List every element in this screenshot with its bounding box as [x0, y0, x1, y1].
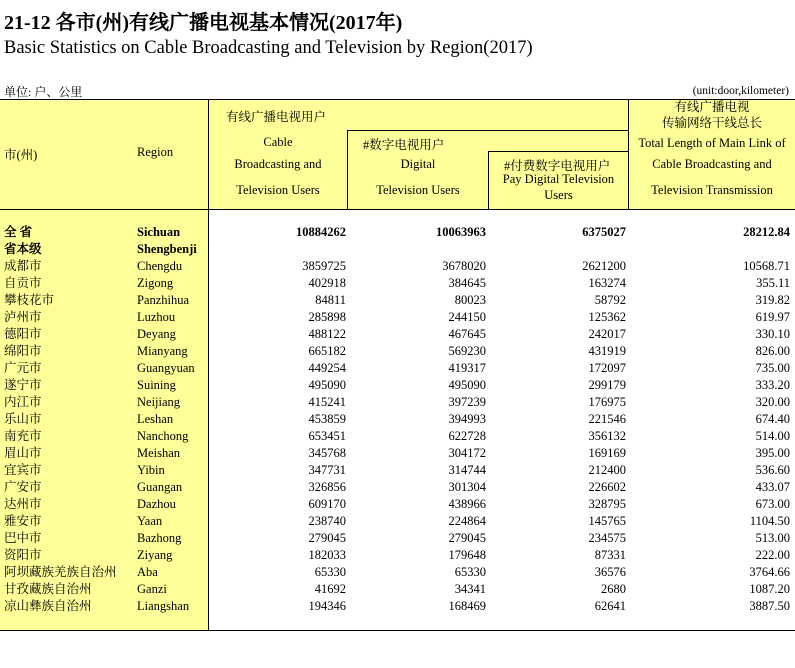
- digital-users-value: 301304: [448, 480, 486, 494]
- region-name-en: Meishan: [137, 446, 181, 460]
- region-name-cn: 甘孜藏族自治州: [4, 582, 92, 596]
- cable-users-value: 415241: [308, 395, 346, 409]
- region-name-en: Liangshan: [137, 599, 190, 613]
- digital-users-value: 179648: [448, 548, 486, 562]
- region-name-en: Deyang: [137, 327, 176, 341]
- pay-digital-users-value: 176975: [588, 395, 626, 409]
- pay-digital-users-value: 328795: [588, 497, 626, 511]
- transmission-length-value: 826.00: [755, 344, 790, 358]
- header-pay-digital-en-2: Users: [544, 188, 573, 202]
- cable-users-value: 665182: [308, 344, 346, 358]
- digital-users-value: 279045: [448, 531, 486, 545]
- digital-users-value: 224864: [448, 514, 486, 528]
- cable-users-value: 495090: [308, 378, 346, 392]
- digital-users-value: 467645: [448, 327, 486, 341]
- cable-users-value: 41692: [314, 582, 346, 596]
- digital-users-value: 314744: [448, 463, 486, 477]
- table-row: [0, 479, 795, 496]
- region-name-cn: 绵阳市: [4, 344, 42, 358]
- table-row: [0, 360, 795, 377]
- region-name-cn: 内江市: [4, 395, 42, 409]
- region-name-cn: 成都市: [4, 259, 42, 273]
- table-row: [0, 496, 795, 513]
- region-name-cn: 泸州市: [4, 310, 42, 324]
- header-length-cn-1: 有线广播电视: [674, 100, 750, 114]
- region-name-en: Shengbenji: [137, 242, 197, 256]
- digital-users-value: 622728: [448, 429, 486, 443]
- transmission-length-value: 1104.50: [749, 514, 790, 528]
- region-name-en: Suining: [137, 378, 176, 392]
- header-pay-digital-en-1: Pay Digital Television: [502, 172, 615, 186]
- region-name-en: Chengdu: [137, 259, 183, 273]
- cable-users-value: 347731: [308, 463, 346, 477]
- table-bottom-border: [0, 630, 795, 631]
- cable-users-value: 285898: [308, 310, 346, 324]
- header-digital-users-en-1: Digital: [400, 157, 436, 171]
- region-name-en: Leshan: [137, 412, 174, 426]
- region-name-en: Bazhong: [137, 531, 182, 545]
- transmission-length-value: 28212.84: [743, 225, 790, 239]
- unit-label-cn: 单位: 户、公里: [4, 85, 83, 99]
- table-row: [0, 547, 795, 564]
- region-name-en: Ziyang: [137, 548, 173, 562]
- cable-users-value: 609170: [308, 497, 346, 511]
- region-name-en: Ganzi: [137, 582, 167, 596]
- table-row: [0, 326, 795, 343]
- header-digital-users-en-2: Television Users: [376, 183, 460, 197]
- cable-users-value: 3859725: [302, 259, 346, 273]
- table-row: [0, 343, 795, 360]
- table-row: [0, 530, 795, 547]
- table-row: [0, 513, 795, 530]
- region-name-en: Neijiang: [137, 395, 181, 409]
- header-cable-users-en-1: Cable: [263, 135, 293, 149]
- region-name-cn: 资阳市: [4, 548, 42, 562]
- digital-users-value: 34341: [454, 582, 486, 596]
- table-row: [0, 462, 795, 479]
- transmission-length-value: 355.11: [756, 276, 790, 290]
- table-row: [0, 309, 795, 326]
- region-name-cn: 攀枝花市: [4, 293, 55, 307]
- region-name-en: Yaan: [137, 514, 163, 528]
- pay-digital-users-value: 212400: [588, 463, 626, 477]
- transmission-length-value: 536.60: [755, 463, 790, 477]
- table-row: [0, 275, 795, 292]
- header-divider-2: [488, 151, 628, 152]
- table-row: [0, 445, 795, 462]
- digital-users-value: 384645: [448, 276, 486, 290]
- table-row: [0, 377, 795, 394]
- region-name-en: Aba: [137, 565, 158, 579]
- pay-digital-users-value: 36576: [594, 565, 626, 579]
- region-name-cn: 自贡市: [4, 276, 42, 290]
- cable-users-value: 84811: [315, 293, 346, 307]
- transmission-length-value: 3764.66: [749, 565, 790, 579]
- pay-digital-users-value: 356132: [588, 429, 626, 443]
- table-row: [0, 258, 795, 275]
- region-name-en: Dazhou: [137, 497, 176, 511]
- cable-users-value: 653451: [308, 429, 346, 443]
- cable-users-value: 449254: [308, 361, 346, 375]
- pay-digital-users-value: 226602: [588, 480, 626, 494]
- transmission-length-value: 619.97: [755, 310, 790, 324]
- transmission-length-value: 674.40: [755, 412, 790, 426]
- region-name-en: Sichuan: [137, 225, 181, 239]
- transmission-length-value: 1087.20: [749, 582, 790, 596]
- cable-users-value: 238740: [308, 514, 346, 528]
- region-name-cn: 省本级: [4, 242, 42, 256]
- table-row: [0, 428, 795, 445]
- region-name-en: Zigong: [137, 276, 174, 290]
- unit-label-en: (unit:door,kilometer): [692, 85, 789, 97]
- header-region-en: Region: [137, 145, 174, 159]
- table-row: [0, 241, 795, 258]
- pay-digital-users-value: 163274: [588, 276, 626, 290]
- pay-digital-users-value: 242017: [588, 327, 626, 341]
- table-row: [0, 598, 795, 615]
- table-title-cn: 21-12 各市(州)有线广播电视基本情况(2017年): [4, 12, 403, 34]
- transmission-length-value: 320.00: [755, 395, 790, 409]
- pay-digital-users-value: 58792: [594, 293, 626, 307]
- transmission-length-value: 673.00: [755, 497, 790, 511]
- table-row: [0, 224, 795, 241]
- region-name-cn: 南充市: [4, 429, 42, 443]
- region-name-en: Mianyang: [137, 344, 188, 358]
- pay-digital-users-value: 2621200: [582, 259, 626, 273]
- digital-users-value: 304172: [448, 446, 486, 460]
- region-name-cn: 达州市: [4, 497, 42, 511]
- cable-users-value: 453859: [308, 412, 346, 426]
- table-row: [0, 564, 795, 581]
- digital-users-value: 397239: [448, 395, 486, 409]
- header-length-en-3: Television Transmission: [651, 183, 773, 197]
- transmission-length-value: 319.82: [755, 293, 790, 307]
- pay-digital-users-value: 145765: [588, 514, 626, 528]
- pay-digital-users-value: 172097: [588, 361, 626, 375]
- header-bottom-border: [0, 209, 795, 210]
- transmission-length-value: 735.00: [755, 361, 790, 375]
- region-name-cn: 巴中市: [4, 531, 42, 545]
- transmission-length-value: 395.00: [755, 446, 790, 460]
- pay-digital-users-value: 62641: [594, 599, 626, 613]
- pay-digital-users-value: 221546: [588, 412, 626, 426]
- header-length-en-2: Cable Broadcasting and: [652, 157, 772, 171]
- pay-digital-users-value: 431919: [588, 344, 626, 358]
- cable-users-value: 10884262: [296, 225, 346, 239]
- region-name-cn: 乐山市: [4, 412, 42, 426]
- table-row: [0, 581, 795, 598]
- digital-users-value: 244150: [448, 310, 486, 324]
- transmission-length-value: 330.10: [755, 327, 790, 341]
- cable-users-value: 345768: [308, 446, 346, 460]
- digital-users-value: 495090: [448, 378, 486, 392]
- header-length-en-1: Total Length of Main Link of: [638, 136, 786, 150]
- header-pay-digital-cn: #付费数字电视用户: [504, 159, 611, 173]
- transmission-length-value: 433.07: [755, 480, 790, 494]
- region-name-cn: 雅安市: [4, 514, 42, 528]
- cable-users-value: 65330: [314, 565, 346, 579]
- header-cable-users-en-2: Broadcasting and: [234, 157, 322, 171]
- digital-users-value: 419317: [448, 361, 486, 375]
- region-name-en: Luzhou: [137, 310, 176, 324]
- region-name-en: Guangan: [137, 480, 183, 494]
- header-length-cn-2: 传输网络干线总长: [661, 116, 762, 130]
- region-name-cn: 全 省: [4, 225, 33, 239]
- region-name-en: Nanchong: [137, 429, 189, 443]
- header-cable-users-cn: 有线广播电视用户: [226, 110, 327, 124]
- cable-users-value: 194346: [308, 599, 346, 613]
- pay-digital-users-value: 299179: [588, 378, 626, 392]
- cable-users-value: 488122: [308, 327, 346, 341]
- transmission-length-value: 333.20: [755, 378, 790, 392]
- pay-digital-users-value: 125362: [588, 310, 626, 324]
- statistics-table: [0, 99, 795, 631]
- table-row: [0, 411, 795, 428]
- digital-users-value: 394993: [448, 412, 486, 426]
- region-name-cn: 眉山市: [4, 446, 42, 460]
- header-digital-users-cn: #数字电视用户: [363, 138, 445, 152]
- region-name-cn: 德阳市: [4, 327, 42, 341]
- transmission-length-value: 10568.71: [743, 259, 790, 273]
- region-name-en: Guangyuan: [137, 361, 195, 375]
- region-name-cn: 宜宾市: [4, 463, 42, 477]
- transmission-length-value: 3887.50: [749, 599, 790, 613]
- digital-users-value: 438966: [448, 497, 486, 511]
- cable-users-value: 182033: [308, 548, 346, 562]
- pay-digital-users-value: 87331: [594, 548, 626, 562]
- cable-users-value: 279045: [308, 531, 346, 545]
- table-title-en: Basic Statistics on Cable Broadcasting and Television by Region(2017): [4, 38, 533, 58]
- transmission-length-value: 513.00: [755, 531, 790, 545]
- pay-digital-users-value: 2680: [601, 582, 626, 596]
- digital-users-value: 80023: [454, 293, 486, 307]
- pay-digital-users-value: 169169: [588, 446, 626, 460]
- digital-users-value: 3678020: [442, 259, 486, 273]
- pay-digital-users-value: 234575: [588, 531, 626, 545]
- digital-users-value: 65330: [454, 565, 486, 579]
- header-cable-users-en-3: Television Users: [236, 183, 320, 197]
- header-region-cn: 市(州): [4, 148, 38, 162]
- table-row: [0, 292, 795, 309]
- region-name-en: Yibin: [137, 463, 165, 477]
- region-name-cn: 广元市: [4, 361, 42, 375]
- digital-users-value: 569230: [448, 344, 486, 358]
- region-name-cn: 广安市: [4, 480, 42, 494]
- region-name-cn: 遂宁市: [4, 378, 42, 392]
- cable-users-value: 326856: [308, 480, 346, 494]
- table-row: [0, 394, 795, 411]
- digital-users-value: 168469: [448, 599, 486, 613]
- region-name-cn: 凉山彝族自治州: [4, 599, 92, 613]
- transmission-length-value: 514.00: [755, 429, 790, 443]
- digital-users-value: 10063963: [436, 225, 486, 239]
- cable-users-value: 402918: [308, 276, 346, 290]
- header-divider-1: [347, 130, 628, 131]
- region-name-en: Panzhihua: [137, 293, 190, 307]
- region-name-cn: 阿坝藏族羌族自治州: [4, 565, 117, 579]
- pay-digital-users-value: 6375027: [582, 225, 626, 239]
- transmission-length-value: 222.00: [755, 548, 790, 562]
